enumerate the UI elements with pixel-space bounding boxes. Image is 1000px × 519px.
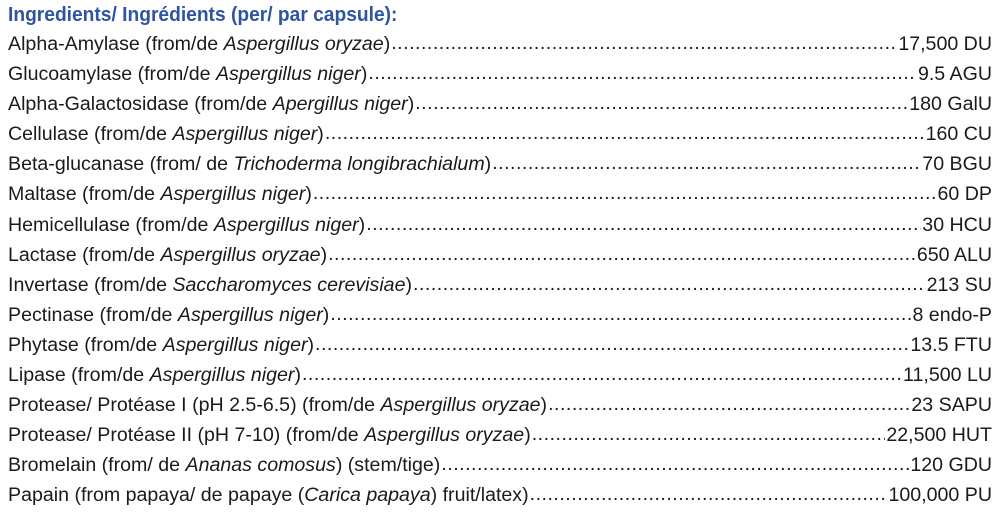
ingredient-name-suffix: ) [294, 364, 301, 387]
ingredient-row [8, 210, 992, 240]
ingredient-amount: 213 SU [926, 273, 992, 296]
ingredient-amount: 120 GDU [910, 454, 992, 477]
ingredient-amount: 17,500 DU [898, 33, 992, 55]
ingredient-name-suffix: ) [317, 123, 324, 146]
dot-leader [492, 148, 921, 178]
dot-leader [366, 209, 921, 239]
ingredient-amount: 100,000 PU [888, 484, 992, 507]
ingredient-name-prefix: Bromelain (from/ de [8, 454, 186, 477]
dot-leader [330, 299, 911, 329]
dot-leader [368, 58, 917, 88]
ingredient-amount: 160 CU [925, 123, 992, 146]
ingredient-row [8, 149, 992, 179]
ingredient-row [8, 179, 992, 209]
ingredient-name-prefix: Alpha-Amylase (from/de [8, 33, 224, 55]
ingredient-amount: 30 HCU [922, 213, 992, 236]
ingredient-amount: 60 DP [937, 183, 992, 206]
ingredient-source-organism: Aspergillus niger [162, 333, 308, 356]
ingredient-row [8, 29, 992, 59]
ingredient-name-suffix: ) [307, 333, 315, 356]
ingredient-row [8, 450, 992, 480]
ingredient-row [8, 59, 992, 89]
ingredient-name [8, 270, 412, 300]
ingredient-source-organism: Aspergillus niger [213, 213, 359, 236]
ingredient-row [8, 330, 992, 360]
ingredient-source-organism: Aspergillus niger [177, 303, 323, 326]
ingredient-row [8, 270, 992, 300]
ingredient-name-suffix: ) [322, 303, 330, 326]
ingredient-name [8, 119, 324, 149]
ingredient-amount: 23 SAPU [911, 394, 992, 417]
ingredient-name-suffix: ) [360, 63, 368, 86]
ingredient-name-suffix: ) [320, 243, 328, 266]
dot-leader [532, 419, 886, 449]
ingredient-amount: 11,500 LU [903, 364, 992, 387]
ingredient-name [8, 450, 440, 480]
ingredient-name-suffix: ) fruit/latex) [430, 484, 529, 507]
ingredient-amount: 13.5 FTU [910, 333, 992, 356]
dot-leader [313, 178, 937, 208]
ingredient-name-prefix: Maltase (from/de [8, 183, 161, 206]
ingredient-name [8, 210, 365, 240]
ingredient-name-prefix: Phytase (from/de [8, 333, 163, 356]
ingredient-name-suffix: ) [405, 273, 413, 296]
ingredient-source-organism: Aspergillus niger [215, 63, 361, 86]
ingredient-amount: 9.5 AGU [917, 63, 992, 86]
ingredient-amount: 180 GalU [909, 93, 992, 116]
ingredient-name [8, 29, 390, 59]
ingredient-row [8, 89, 992, 119]
ingredient-source-organism: Trichoderma longibrachialum [233, 153, 485, 176]
ingredient-row [8, 240, 992, 270]
ingredient-name-prefix: Papain (from papaya/ de papaye ( [8, 484, 305, 507]
ingredient-name-prefix: Alpha-Galactosidase (from/de [8, 93, 273, 116]
dot-leader [315, 329, 909, 359]
dot-leader [328, 239, 916, 269]
ingredient-name [8, 89, 414, 119]
ingredient-name-suffix: ) (stem/tige) [335, 454, 441, 477]
ingredient-amount: 22,500 HUT [886, 424, 992, 447]
ingredient-amount: 8 endo-P [912, 303, 992, 326]
dot-leader [391, 28, 897, 58]
ingredient-source-organism: Aspergillus niger [149, 364, 295, 387]
ingredient-source-organism: Carica papaya [304, 484, 431, 507]
dot-leader [415, 88, 908, 118]
ingredient-name [8, 300, 329, 330]
dot-leader [548, 389, 910, 419]
ingredient-name [8, 179, 312, 209]
ingredient-source-organism: Ananas comosus [185, 454, 336, 477]
ingredient-name-prefix: Pectinase (from/de [8, 303, 178, 326]
ingredient-name [8, 330, 314, 360]
ingredient-row [8, 119, 992, 149]
ingredient-name [8, 149, 491, 179]
ingredient-source-organism: Aspergillus oryzae [223, 33, 384, 55]
ingredient-name-prefix: Hemicellulase (from/de [8, 213, 214, 236]
ingredient-name-prefix: Glucoamylase (from/de [8, 63, 216, 86]
ingredient-name-prefix: Invertase (from/de [8, 273, 173, 296]
dot-leader [302, 359, 902, 389]
ingredient-name-suffix: ) [484, 153, 492, 176]
ingredient-name-suffix: ) [305, 183, 312, 206]
ingredient-name [8, 240, 327, 270]
ingredient-name-prefix: Beta-glucanase (from/ de [8, 153, 234, 176]
dot-leader [413, 269, 926, 299]
ingredient-row [8, 360, 992, 390]
ingredient-name-prefix: Protease/ Protéase I (pH 2.5-6.5) (from/de [8, 394, 381, 417]
ingredient-row [8, 390, 992, 420]
ingredient-source-organism: Aspergillus niger [160, 183, 306, 206]
ingredient-name-suffix: ) [407, 93, 415, 116]
ingredient-name [8, 360, 301, 390]
ingredient-source-organism: Aspergillus niger [172, 123, 318, 146]
ingredient-name-prefix: Lipase (from/de [8, 364, 150, 387]
ingredient-name-suffix: ) [358, 213, 366, 236]
ingredient-name-prefix: Lactase (from/de [8, 243, 161, 266]
ingredient-name [8, 420, 531, 450]
ingredient-source-organism: Saccharomyces cerevisiae [172, 273, 406, 296]
dot-leader [325, 118, 925, 148]
ingredients-heading: Ingredients/ Ingrédients (per/ par capsule): [8, 4, 398, 26]
ingredient-list [8, 29, 992, 511]
ingredient-row [8, 420, 992, 450]
ingredient-name [8, 480, 529, 510]
ingredient-name-prefix: Protease/ Protéase II (pH 7-10) (from/de [8, 424, 365, 447]
dot-leader [441, 449, 909, 479]
ingredient-source-organism: Apergillus niger [272, 93, 408, 116]
ingredient-name-suffix: ) [540, 394, 548, 417]
ingredient-name-suffix: ) [524, 424, 531, 447]
ingredient-name-suffix: ) [383, 33, 391, 55]
ingredient-source-organism: Aspergillus oryzae [160, 243, 321, 266]
ingredient-name [8, 59, 367, 89]
ingredient-amount: 70 BGU [922, 153, 992, 176]
ingredient-amount: 650 ALU [916, 243, 992, 266]
ingredient-row [8, 300, 992, 330]
ingredient-name [8, 390, 547, 420]
ingredient-name-prefix: Cellulase (from/de [8, 123, 173, 146]
dot-leader [530, 479, 888, 509]
ingredient-row [8, 480, 992, 510]
ingredient-source-organism: Aspergillus oryzae [364, 424, 525, 447]
ingredient-source-organism: Aspergillus oryzae [380, 394, 541, 417]
